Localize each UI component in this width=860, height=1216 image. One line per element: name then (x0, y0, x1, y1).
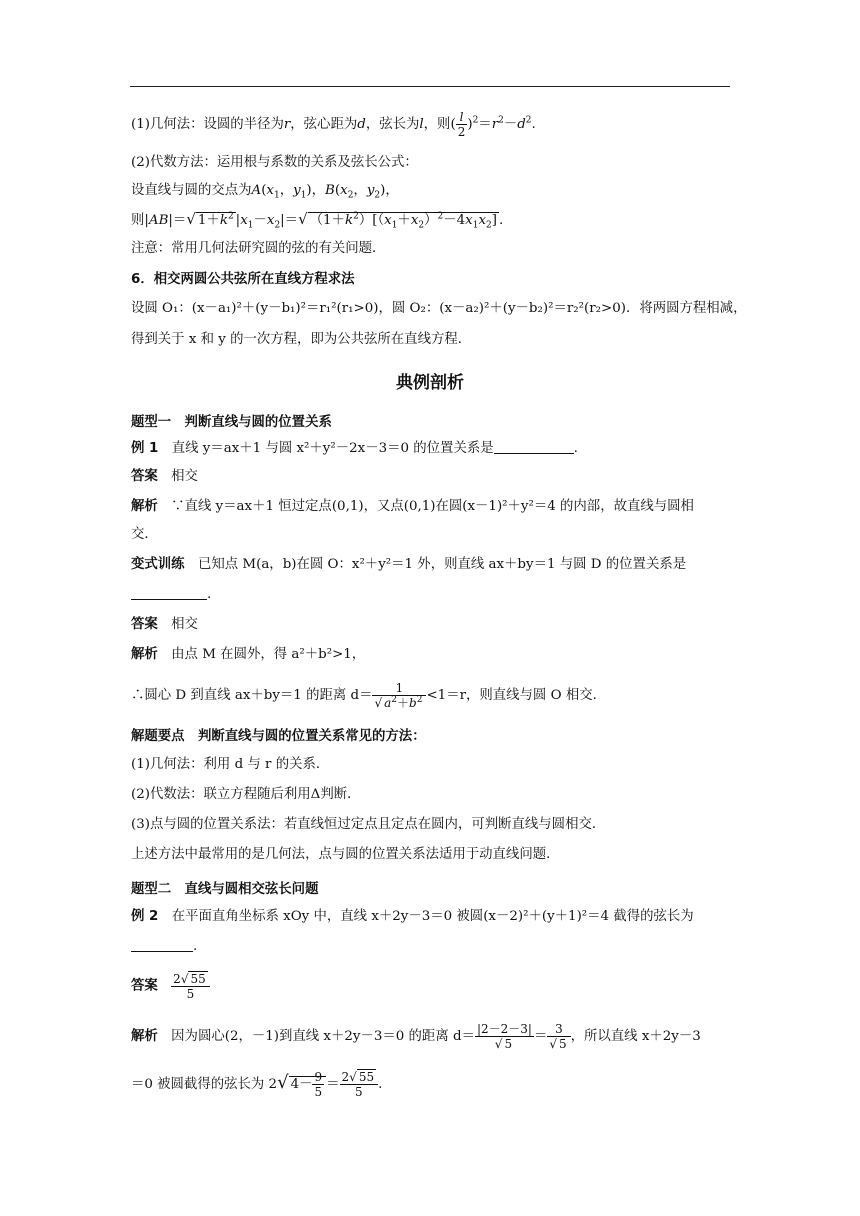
variation-solution-line2: ∴圆心 D 到直线 ax＋by＝1 的距离 d＝ $\frac{1}{√ a^2+b^2}$ <1＝r，则直线与圆 O 相交． (131, 681, 606, 710)
key-item-1: (1)几何法：利用 d 与 r 的关系． (131, 757, 330, 772)
intersection-points-line: 设直线与圆的交点为$A(x_1$，$y_1$)，$B(x_2$，$y_2$)， (131, 183, 399, 201)
variation-line: 变式训练 已知点 M(a，b)在圆 O：x²＋y²＝1 外，则直线 ax＋by＝1 与圆 D 的位置关系是 (131, 557, 687, 572)
key-item-2: (2)代数法：联立方程随后利用Δ判断． (131, 787, 361, 802)
example2-line: 例 2 在平面直角坐标系 xOy 中，直线 x＋2y－3＝0 被圆(x－2)²＋(y＋1)²＝4 截得的弦长为 (131, 909, 694, 924)
answer-blank (494, 440, 574, 454)
sec6-title: 6．相交两圆公共弦所在直线方程求法 (131, 272, 355, 287)
answer-blank (131, 938, 193, 952)
example1-line: 例 1 直线 y＝ax＋1 与圆 x²＋y²－2x－3＝0 的位置关系是 . (131, 441, 578, 456)
variation-solution-line1: 解析 由点 M 在圆外，得 a²＋b²>1， (131, 647, 366, 662)
example1-label: 例 1 (131, 441, 159, 456)
geo-method-line: (1)几何法：设圆的半径为r，弦心距为d，弦长为l，则( $\frac{l}{2}$ )$^2=r^2-d^2$. (131, 110, 536, 139)
example2-answer: 答案 $\frac{2√ 55}{5}$ (131, 972, 731, 1001)
chord-formula-line: 则|AB|＝√ $1+k^2$ $|x_1-x_2|=√$ $(1+k^2)[(x_1+x_2)^2-4x_1x_2]$ . (131, 210, 504, 231)
type1-title: 题型一 判断直线与圆的位置关系 (131, 415, 332, 430)
keys-title: 解题要点 判断直线与圆的位置关系常见的方法： (131, 729, 426, 744)
variation-blank-line: . (131, 585, 731, 605)
example1-solution-line1: 解析 ∵直线 y＝ax＋1 恒过定点(0,1)，又点(0,1)在圆(x－1)²＋y²＝4 的内部，故直线与圆相 (131, 499, 694, 514)
section-title: 典例剖析 (396, 373, 464, 393)
answer-blank (131, 586, 207, 600)
key-item-4: 上述方法中最常用的是几何法，点与圆的位置关系法适用于动直线问题． (131, 847, 560, 862)
sec6-line2: 得到关于 x 和 y 的一次方程，即为公共弦所在直线方程． (131, 332, 472, 347)
example1-answer: 答案 相交 (131, 469, 198, 484)
top-rule (130, 86, 730, 87)
variation-answer: 答案 相交 (131, 617, 198, 632)
note-line: 注意：常用几何法研究圆的弦的有关问题． (131, 241, 386, 256)
example2-blank-line: . (131, 937, 731, 957)
example2-solution-line1: 解析 因为圆心(2，－1)到直线 x＋2y－3＝0 的距离 d＝ $\frac{|2-2-3|}{√ 5}$ ＝ $\frac{3}{√ 5}$ ，所以直线 x＋2y－3 (131, 1022, 701, 1051)
key-item-3: (3)点与圆的位置关系法：若直线恒过定点且定点在圆内，可判断直线与圆相交． (131, 817, 606, 832)
alg-method-title: (2)代数方法：运用根与系数的关系及弦长公式： (131, 155, 418, 170)
example2-solution-line2: ＝0 被圆截得的弦长为 2√ 4－ $\frac{9}{5}$ ＝ $\frac{2√ 55}{5}$ . (131, 1070, 383, 1099)
type2-title: 题型二 直线与圆相交弦长问题 (131, 882, 319, 897)
sec6-line1: 设圆 O₁：(x－a₁)²＋(y－b₁)²＝r₁²(r₁>0)，圆 O₂：(x－a₂)²＋(y－b₂)²＝r₂²(r₂>0)．将两圆方程相减， (131, 301, 747, 316)
example1-solution-line2: 交． (131, 527, 158, 542)
